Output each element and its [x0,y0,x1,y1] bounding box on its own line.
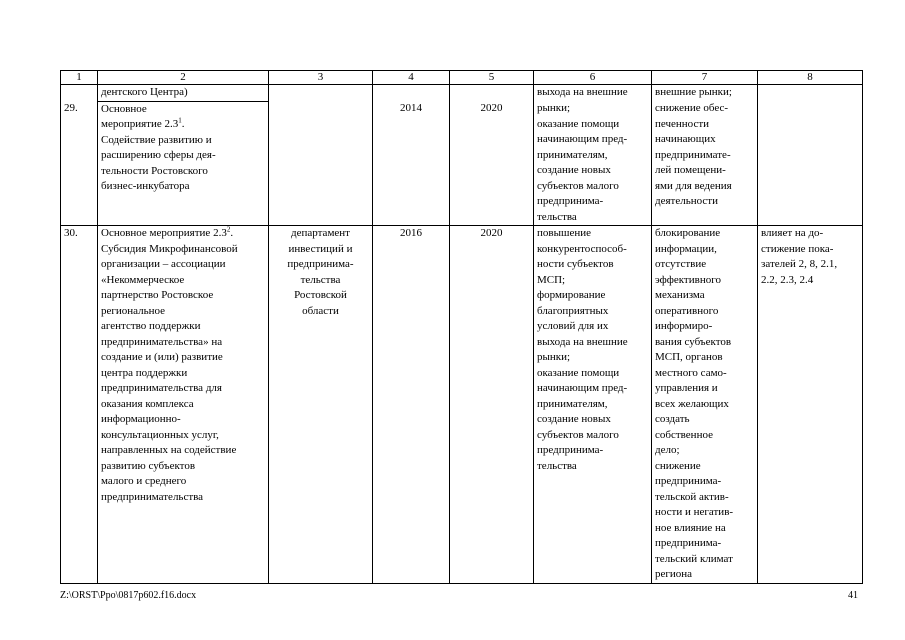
cont-start-cell [373,85,450,102]
header-cell: 4 [373,71,450,85]
header-cell: 5 [450,71,534,85]
page-number: 41 [848,590,858,601]
table-row-30 [61,226,863,584]
consequences: блокирование информации, отсутствие эффективного механизма оперативного информиро- вания субъектов МСП, органов местного само- управления и всех желающих создать собственное дело; снижение предпринима- тельской актив- ности и негатив- ное влияние на предпринима- тельский климат региона [652,226,758,584]
cont-indicator-cell [758,85,863,226]
indicators: влияет на до- стижение пока- зателей 2, 8, 2.1, 2.2, 2.3, 2.4 [758,226,863,584]
header-cell: 8 [758,71,863,85]
row-number: 29. [61,101,98,226]
header-cell: 6 [534,71,652,85]
executor: департамент инвестиций и предпринима- тельства Ростовской области [269,226,373,584]
expected-result: рынки; оказание помощи начинающим пред- принимателям, создание новых субъектов малого предпринима- тельства [534,101,652,226]
cont-title-cell: дентского Центра) [98,85,269,102]
consequences: снижение обес- печенности начинающих предпринимате- лей помещени- ями для ведения деятельности [652,101,758,226]
header-row [61,71,863,85]
end-year: 2020 [450,101,534,226]
header-cell: 2 [98,71,269,85]
start-year: 2016 [373,226,450,584]
document-table [60,70,863,584]
header-cell: 3 [269,71,373,85]
header-cell: 7 [652,71,758,85]
cont-end-cell [450,85,534,102]
table-row-29 [61,101,863,226]
cont-executor-cell [269,85,373,226]
cont-consequence-cell: внешние рынки; [652,85,758,102]
header-cell: 1 [61,71,98,85]
end-year: 2020 [450,226,534,584]
cont-result-cell: выхода на внешние [534,85,652,102]
measure-title: Основное мероприятие $2.3^2$. Субсидия Микрофинансовой организации – ассоциации «Некоммерческое партнерство Ростовское региональное агентство поддержки предпринимательства» на создание и (или) развитие центра поддержки предпринимательства для оказания комплекса информационно- консультационных услуг, направленных на содействие развитию субъектов малого и среднего предпринимательства [98,226,269,584]
continuation-row [61,85,863,102]
row-number: 30. [61,226,98,584]
cont-num-cell [61,85,98,102]
measure-title: Основное мероприятие $2.3^1$. Содействие развитию и расширению сферы дея- тельности Ростовского бизнес-инкубатора [98,101,269,226]
start-year: 2014 [373,101,450,226]
expected-result: повышение конкурентоспособ- ности субъектов МСП; формирование благоприятных условий для их выхода на внешние рынки; оказание помощи начинающим пред- принимателям, создание новых субъектов малого предпринима- тельства [534,226,652,584]
footer-file-path: Z:\ORST\Ppo\0817p602.f16.docx [60,590,197,601]
